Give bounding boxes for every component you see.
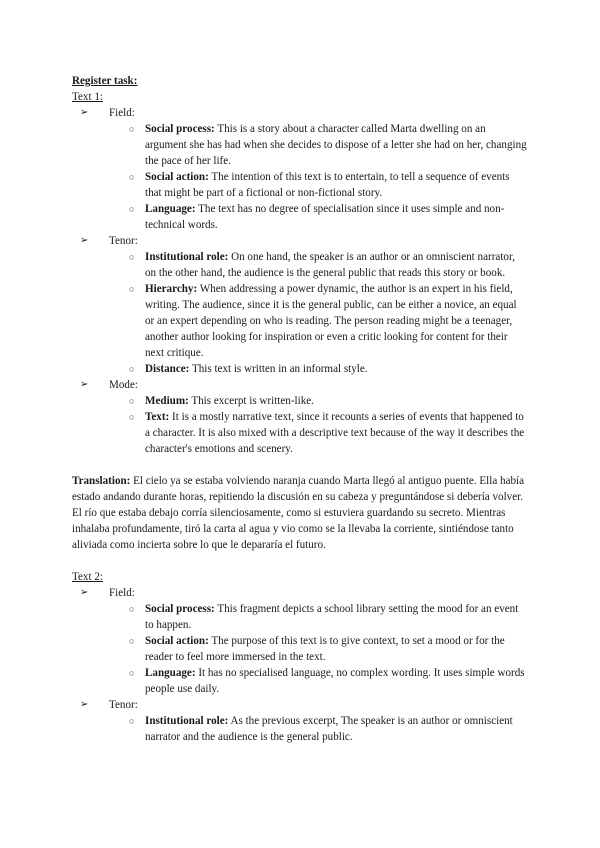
text2-tenor-item bbox=[72, 713, 528, 745]
circle-bullet-icon: ○ bbox=[129, 204, 135, 214]
text1-heading: Text 1: bbox=[72, 91, 103, 103]
circle-bullet-icon: ○ bbox=[129, 604, 135, 614]
text1-field-heading bbox=[72, 105, 528, 121]
item-desc: It has no specialised language, no complex wording. It uses simple words people use daily. bbox=[145, 667, 525, 695]
item-desc: The purpose of this text is to give context, to set a mood or for the reader to feel more immersed in the text. bbox=[145, 635, 505, 663]
text2-field-label: Field: bbox=[109, 587, 135, 599]
text2-tenor-heading bbox=[72, 697, 528, 713]
item-desc: When addressing a power dynamic, the author is an expert in his field, writing. The audience, since it is the general public, can be either a novice, an equal or an expert depending on who is reading. The person reading might be a teenager, another author looking for inspiration or even a critic looking for content for their next critique. bbox=[145, 283, 517, 359]
item-desc: As the previous excerpt, The speaker is an author or omniscient narrator and the audience is the general public. bbox=[145, 715, 513, 743]
circle-bullet-icon: ○ bbox=[129, 172, 135, 182]
text1-tenor-item bbox=[72, 249, 528, 281]
circle-bullet-icon: ○ bbox=[129, 668, 135, 678]
circle-bullet-icon: ○ bbox=[129, 124, 135, 134]
arrow-bullet-icon: ➢ bbox=[80, 699, 89, 710]
item-term: Medium: bbox=[145, 395, 189, 407]
document-body bbox=[72, 73, 528, 745]
item-term: Institutional role: bbox=[145, 251, 229, 263]
translation-term: Translation: bbox=[72, 475, 131, 487]
item-term: Social process: bbox=[145, 123, 215, 135]
text2-field-item bbox=[72, 601, 528, 633]
item-term: Social action: bbox=[145, 635, 209, 647]
arrow-bullet-icon: ➢ bbox=[80, 587, 89, 598]
item-desc: The text has no degree of specialisation since it uses simple and non-technical words. bbox=[145, 203, 505, 231]
item-desc: The intention of this text is to entertain, to tell a sequence of events that might be part of a fictional or non-fictional story. bbox=[145, 171, 510, 199]
item-desc: This is a story about a character called Marta dwelling on an argument she has had when she decides to dispose of a letter she had on her, changing the pace of her life. bbox=[145, 123, 527, 167]
translation-paragraph bbox=[72, 473, 528, 553]
text1-tenor-label: Tenor: bbox=[109, 235, 138, 247]
item-desc: On one hand, the speaker is an author or an omniscient narrator, on the other hand, the audience is the general public that reads this story or book. bbox=[145, 251, 515, 279]
arrow-bullet-icon: ➢ bbox=[80, 379, 89, 390]
text1-mode-item bbox=[72, 409, 528, 457]
text1-mode-heading bbox=[72, 377, 528, 393]
circle-bullet-icon: ○ bbox=[129, 252, 135, 262]
item-desc: This text is written in an informal style. bbox=[189, 363, 368, 375]
item-term: Social action: bbox=[145, 171, 209, 183]
circle-bullet-icon: ○ bbox=[129, 364, 135, 374]
item-term: Social process: bbox=[145, 603, 215, 615]
text1-field-item bbox=[72, 201, 528, 233]
paragraph-spacer bbox=[72, 553, 528, 569]
arrow-bullet-icon: ➢ bbox=[80, 235, 89, 246]
item-term: Text: bbox=[145, 411, 170, 423]
text1-field-label: Field: bbox=[109, 107, 135, 119]
text1-tenor-item bbox=[72, 281, 528, 361]
circle-bullet-icon: ○ bbox=[129, 284, 135, 294]
item-desc: This fragment depicts a school library setting the mood for an event to happen. bbox=[145, 603, 519, 631]
item-desc: This excerpt is written-like. bbox=[188, 395, 314, 407]
document-title: Register task: bbox=[72, 75, 138, 87]
translation-text: El cielo ya se estaba volviendo naranja cuando Marta llegó al antiguo puente. Ella había estado andando durante horas, repitiendo la discusión en su cabeza y preguntándose si debería volver. El río que estaba debajo corría silenciosamente, como si estuviera guardando su secreto. Mientras inhalaba profundamente, tiró la carta al agua y vio como se la llevaba la corriente, sintiéndose tanto aliviada como incierta sobre lo que le depararía el futuro. bbox=[72, 475, 525, 551]
text2-heading: Text 2: bbox=[72, 571, 103, 583]
arrow-bullet-icon: ➢ bbox=[80, 107, 89, 118]
text1-tenor-heading bbox=[72, 233, 528, 249]
item-term: Hierarchy: bbox=[145, 283, 198, 295]
text2-field-item bbox=[72, 665, 528, 697]
item-term: Institutional role: bbox=[145, 715, 229, 727]
text2-field-item bbox=[72, 633, 528, 665]
item-term: Language: bbox=[145, 667, 196, 679]
item-term: Distance: bbox=[145, 363, 190, 375]
circle-bullet-icon: ○ bbox=[129, 716, 135, 726]
item-desc: It is a mostly narrative text, since it recounts a series of events that happened to a character. It is also mixed with a descriptive text because of the way it describes the character's emotions and scenery. bbox=[145, 411, 525, 455]
text1-mode-item bbox=[72, 393, 528, 409]
text1-field-item bbox=[72, 121, 528, 169]
text2-tenor-label: Tenor: bbox=[109, 699, 138, 711]
circle-bullet-icon: ○ bbox=[129, 636, 135, 646]
circle-bullet-icon: ○ bbox=[129, 396, 135, 406]
circle-bullet-icon: ○ bbox=[129, 412, 135, 422]
text1-field-item bbox=[72, 169, 528, 201]
text1-tenor-item bbox=[72, 361, 528, 377]
text2-field-heading bbox=[72, 585, 528, 601]
text1-mode-label: Mode: bbox=[109, 379, 138, 391]
item-term: Language: bbox=[145, 203, 196, 215]
